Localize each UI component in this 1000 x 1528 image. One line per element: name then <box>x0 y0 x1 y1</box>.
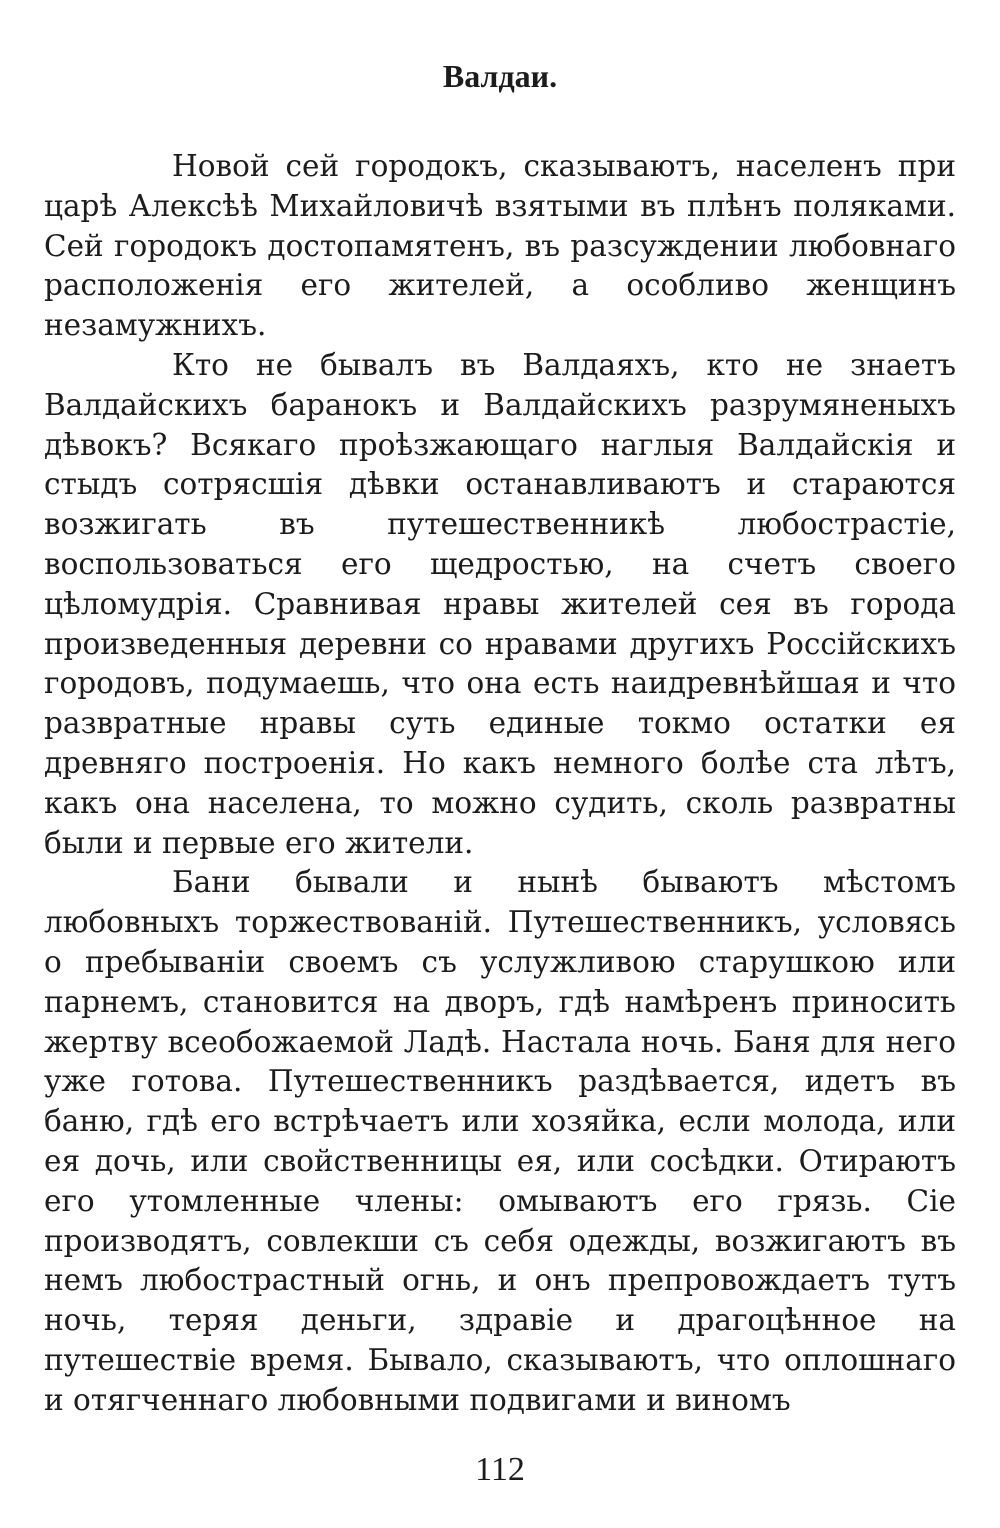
paragraph-2: Кто не бывалъ въ Валдаяхъ, кто не знаетъ Валдайскихъ баранокъ и Валдайскихъ разрумяненыхъ дѣвокъ? Всякаго проѣзжающаго наглыя Валдайскія и стыдъ сотрясшія дѣвки останавливаютъ и стараются возжигать въ путешественникѣ любострастіе, воспользоваться его щедростью, на счетъ своего цѣломудрія. Сравнивая нравы жителей сея въ города произведенныя деревни со нравами другихъ Россійскихъ городовъ, подумаешь, что она есть наидревнѣйшая и что развратные нравы суть единые токмо остатки ея древняго построенія. Но какъ немного болѣе ста лѣтъ, какъ она населена, то можно судить, сколь развратны были и первые его жители. <box>44 347 956 860</box>
body-text <box>44 147 956 1421</box>
paragraph-3: Бани бывали и нынѣ бываютъ мѣстомъ любовныхъ торжествованій. Путешественникъ, условясь о пребываніи своемъ съ услужливою старушкою или парнемъ, становится на дворъ, гдѣ намѣренъ приносить жертву всеобожаемой Ладѣ. Настала ночь. Баня для него уже готова. Путешественникъ раздѣвается, идетъ въ баню, гдѣ его встрѣчаетъ или хозяйка, если молода, или ея дочь, или свойственницы ея, или сосѣдки. Отираютъ его утомленные члены: омываютъ его грязь. Сіе производятъ, совлекши съ себя одежды, возжигаютъ въ немъ любострастный огнь, и онъ препровождаетъ тутъ ночь, теряя деньги, здравіе и драгоцѣнное на путешествіе время. Бывало, сказываютъ, что оплошнаго и отягченнаго любовными подвигами и виномъ <box>44 865 956 1417</box>
paragraph-1: Новой сей городокъ, сказываютъ, населенъ при царѣ Алексѣѣ Михайловичѣ взятыми въ плѣнъ поляками. Сей городокъ достопамятенъ, въ разсуждении любовнаго расположенія его жителей, а особливо женщинъ незамужнихъ. <box>44 149 956 343</box>
page-title: Валдаи. <box>442 58 558 94</box>
page-number: 112 <box>475 1451 525 1488</box>
